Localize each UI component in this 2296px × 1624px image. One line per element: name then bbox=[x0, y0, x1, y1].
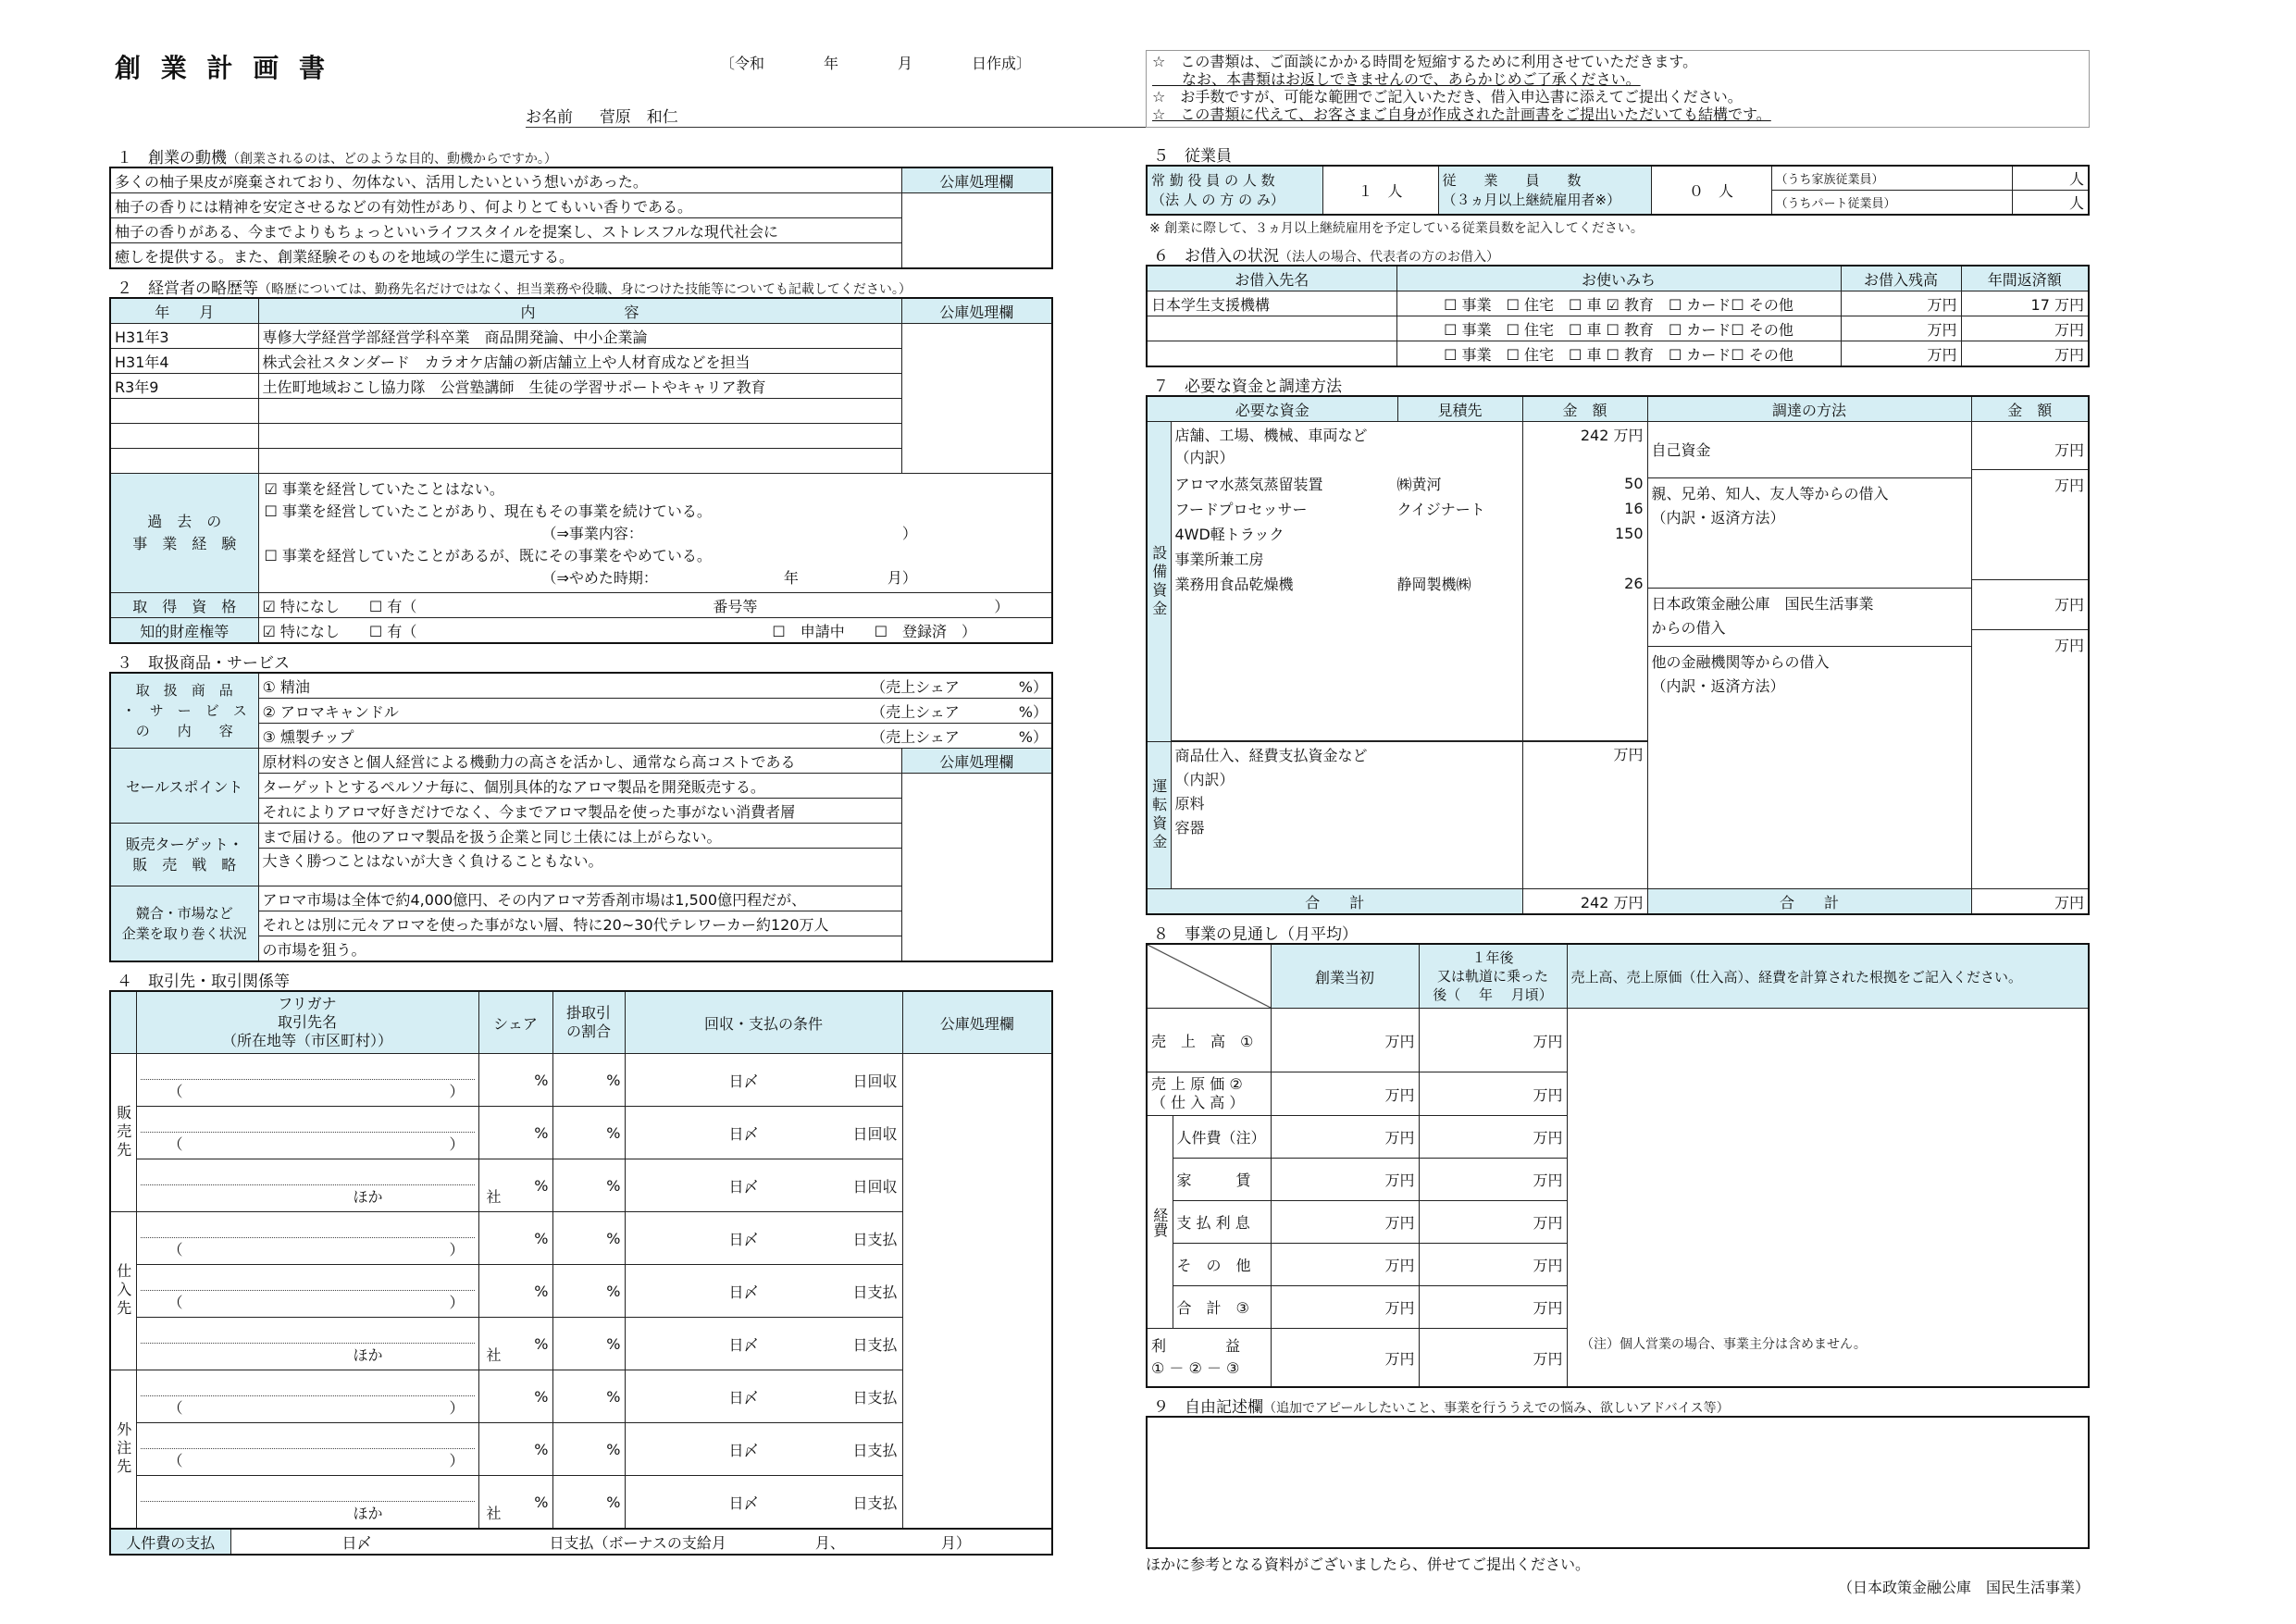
past-business-options bbox=[258, 474, 1052, 593]
operating-uchiwake: （内訳） bbox=[1174, 771, 1235, 788]
equipment-item-amounts bbox=[1527, 471, 1644, 596]
loan-balance[interactable]: 万円 bbox=[1841, 316, 1961, 341]
closing-day: 日〆 bbox=[728, 1230, 759, 1248]
profit-year[interactable]: 万円 bbox=[1419, 1329, 1567, 1388]
career-content[interactable] bbox=[258, 399, 901, 424]
trade-condition[interactable] bbox=[625, 1212, 902, 1265]
loan-repayment[interactable]: 17 万円 bbox=[1961, 291, 2089, 316]
career-date[interactable] bbox=[110, 449, 258, 474]
payment-day: 日支払 bbox=[852, 1335, 898, 1354]
kouko-cell: 公庫処理欄 bbox=[901, 749, 1052, 774]
trade-partner-name[interactable] bbox=[136, 1476, 502, 1530]
past-business-label: 過 去 の 事 業 経 験 bbox=[110, 474, 258, 593]
kouko-cell: 公庫処理欄 bbox=[901, 298, 1052, 324]
career-date[interactable]: R3年9 bbox=[110, 374, 258, 399]
goods-label: 取 扱 商 品 ・ サ ー ビ ス の 内 容 bbox=[110, 673, 258, 749]
section-7-title: ７ 必要な資金と調達方法 bbox=[1153, 378, 1342, 396]
career-date[interactable] bbox=[110, 424, 258, 449]
officer-count-label: 常 勤 役 員 の 人 数 （法 人 の 方 の み） bbox=[1147, 166, 1322, 215]
closing-day: 日〆 bbox=[728, 1494, 759, 1512]
trade-kake[interactable]: % bbox=[552, 1423, 625, 1476]
method-amount[interactable]: 万円 bbox=[1972, 470, 2088, 580]
past-opt-ended[interactable]: ☐ 事業を経営していたことがあるが、既にその事業をやめている。 bbox=[264, 547, 712, 564]
loan-table bbox=[1146, 265, 2090, 367]
market-line[interactable]: それとは別に元々アロマを使った事がない層、特に20~30代テレワーカー約120万人 bbox=[258, 911, 901, 936]
share-field: （売上シェア %） bbox=[871, 702, 1048, 721]
closing-day: 日〆 bbox=[728, 1388, 759, 1407]
col-estimate: 見積先 bbox=[1397, 396, 1522, 422]
loan-use-checks[interactable]: ☐ 事業 ☐ 住宅 ☐ 車 ☐ 教育 ☐ カード☐ その他 bbox=[1396, 316, 1841, 341]
career-content[interactable]: 専修大学経営学部経営学科卒業 商品開発論、中小企業論 bbox=[258, 324, 901, 349]
expense-start[interactable]: 万円 bbox=[1271, 1159, 1419, 1201]
col-date: 年 月 bbox=[110, 298, 258, 324]
note-line: ☆ この書類に代えて、お客さまご自身が作成された計画書をご提出いただいても結構です。 bbox=[1152, 105, 1771, 123]
section-9-title: ９ 自由記述欄（追加でアピールしたいこと、事業を行ううえでの悩み、欲しいアドバイス等） bbox=[1153, 1398, 1730, 1417]
method-amount[interactable]: 万円 bbox=[1972, 422, 2088, 470]
note-line: ☆ この書類は、ご面談にかかる時間を短縮するために利用させていただきます。 bbox=[1152, 53, 1698, 70]
equipment-amounts bbox=[1522, 422, 1647, 741]
furigana-line[interactable] bbox=[141, 1164, 475, 1185]
trade-partner-name[interactable] bbox=[136, 1370, 478, 1423]
furigana-line[interactable] bbox=[141, 1059, 475, 1080]
trade-share[interactable]: % bbox=[478, 1212, 552, 1265]
col-lender: お借入先名 bbox=[1147, 266, 1396, 291]
equipment-item-vendor: ㈱黄河 bbox=[1396, 476, 1442, 493]
goods-item: ① 精油 bbox=[262, 677, 310, 696]
equipment-item-name: フードプロセッサー bbox=[1174, 501, 1308, 518]
free-text-area[interactable] bbox=[1146, 1416, 2090, 1549]
sales-label: 売 上 高 ① bbox=[1147, 1009, 1271, 1072]
family-employee-value[interactable]: 人 bbox=[2012, 166, 2089, 191]
expense-year[interactable]: 万円 bbox=[1419, 1159, 1567, 1201]
trade-partner-name[interactable] bbox=[136, 1212, 478, 1265]
employee-table bbox=[1146, 165, 2090, 216]
corner-cell bbox=[110, 991, 136, 1054]
closing-day: 日〆 bbox=[728, 1124, 759, 1143]
target-line[interactable]: まで届ける。他のアロマ製品を扱う企業と同じ土俵には上がらない。 bbox=[258, 824, 901, 849]
equipment-item-name: 事業所兼工房 bbox=[1174, 551, 1264, 568]
trade-share[interactable]: % bbox=[478, 1054, 552, 1107]
cost-year[interactable]: 万円 bbox=[1419, 1072, 1567, 1116]
payroll-table bbox=[109, 1528, 1053, 1556]
method-amount[interactable]: 万円 bbox=[1972, 580, 2088, 630]
col-use: お使いみち bbox=[1396, 266, 1841, 291]
cost-start[interactable]: 万円 bbox=[1271, 1072, 1419, 1116]
market-label: 競合・市場など 企業を取り巻く状況 bbox=[110, 886, 258, 962]
career-content[interactable] bbox=[258, 449, 901, 474]
name-label: お名前 bbox=[526, 108, 573, 127]
motive-line[interactable]: 柚子の香りには精神を安定させるなどの有効性があり、何よりとてもいい香りである。 bbox=[110, 193, 901, 218]
operating-head: 商品仕入、経費支払資金など bbox=[1174, 747, 1368, 764]
method-family[interactable]: 親、兄弟、知人、友人等からの借入 （内訳・返済方法） bbox=[1648, 478, 1971, 589]
employee-note: ※ 創業に際して、３ヵ月以上継続雇用を予定している従業員数を記入してください。 bbox=[1149, 221, 1644, 236]
expense-year[interactable]: 万円 bbox=[1419, 1116, 1567, 1159]
partner-location[interactable]: （ ） bbox=[168, 1294, 465, 1311]
partner-location[interactable]: （ ） bbox=[168, 1241, 465, 1258]
trade-kake[interactable]: % bbox=[552, 1476, 625, 1530]
total-label: 合 計 bbox=[1147, 889, 1522, 915]
equipment-item-name: 4WD軽トラック bbox=[1174, 526, 1285, 543]
payment-day: 日回収 bbox=[852, 1124, 898, 1143]
note-line: ☆ お手数ですが、可能な範囲でご記入いただき、借入申込書に添えてご提出ください。 bbox=[1152, 88, 1743, 105]
kouko-area bbox=[901, 324, 1052, 474]
corner-diagonal bbox=[1147, 944, 1271, 1009]
col-need: 必要な資金 bbox=[1147, 396, 1397, 422]
other-count[interactable]: ほか 社 bbox=[353, 1346, 502, 1364]
trade-group-label: 仕入先 bbox=[110, 1212, 136, 1370]
trade-condition[interactable] bbox=[625, 1370, 902, 1423]
payment-day: 日支払 bbox=[852, 1441, 898, 1459]
sales-point-line[interactable]: それによりアロマ好きだけでなく、今までアロマ製品を使った事がない消費者層 bbox=[258, 799, 901, 824]
total-label-2: 合 計 bbox=[1647, 889, 1971, 915]
payment-day: 日支払 bbox=[852, 1283, 898, 1301]
furigana-line[interactable] bbox=[141, 1322, 475, 1344]
expense-total-label: 合 計 ③ bbox=[1173, 1286, 1271, 1329]
profit-label: 利 益 ① － ② － ③ bbox=[1147, 1329, 1271, 1388]
operating-item[interactable]: 容器 bbox=[1174, 819, 1205, 837]
lender-name[interactable]: 日本学生支援機構 bbox=[1147, 291, 1396, 316]
name-field[interactable] bbox=[526, 104, 1155, 128]
equipment-item[interactable] bbox=[1175, 471, 1519, 496]
kouko-cell: 公庫処理欄 bbox=[902, 991, 1052, 1054]
method-list bbox=[1647, 422, 1971, 889]
closing-day: 日〆 bbox=[728, 1335, 759, 1354]
furigana-line[interactable] bbox=[141, 1428, 475, 1449]
section-1-title: １ 創業の動機（創業されるのは、どのような目的、動機からですか。） bbox=[117, 149, 557, 167]
furigana-line[interactable] bbox=[141, 1270, 475, 1291]
section-2-title: ２ 経営者の略歴等（略歴については、勤務先名だけではなく、担当業務や役職、身につけた技能等についても記載してください。） bbox=[117, 279, 912, 298]
goods-item: ③ 燻製チップ bbox=[262, 727, 354, 746]
trade-group-label: 外注先 bbox=[110, 1370, 136, 1530]
profit-start[interactable]: 万円 bbox=[1271, 1329, 1419, 1388]
loan-balance[interactable]: 万円 bbox=[1841, 341, 1961, 367]
part-employee-label: （うちパート従業員） bbox=[1771, 191, 2012, 216]
method-amount[interactable]: 万円 bbox=[2054, 637, 2084, 654]
expense-personnel-label: 人件費（注） bbox=[1173, 1116, 1271, 1159]
expense-start[interactable]: 万円 bbox=[1271, 1201, 1419, 1244]
basis-area[interactable] bbox=[1567, 1009, 2089, 1388]
expense-year[interactable]: 万円 bbox=[1419, 1201, 1567, 1244]
target-line[interactable]: 大きく勝つことはないが大きく負けることもない。 bbox=[258, 849, 901, 886]
equipment-items bbox=[1175, 471, 1519, 596]
equipment-item-vendor: 静岡製機㈱ bbox=[1396, 576, 1471, 593]
closing-day: 日〆 bbox=[728, 1441, 759, 1459]
share-field: （売上シェア %） bbox=[871, 677, 1048, 696]
trade-kake[interactable]: % bbox=[552, 1370, 625, 1423]
equipment-item-name: アロマ水蒸気蒸留装置 bbox=[1174, 476, 1323, 493]
col-condition: 回収・支払の条件 bbox=[625, 991, 902, 1054]
equipment-item[interactable] bbox=[1175, 546, 1519, 571]
goods-row[interactable] bbox=[258, 673, 1052, 699]
equipment-item[interactable] bbox=[1175, 521, 1519, 546]
form-title: 創 業 計 画 書 bbox=[115, 53, 330, 83]
trade-kake[interactable]: % bbox=[552, 1054, 625, 1107]
trade-share[interactable]: % bbox=[478, 1159, 552, 1212]
total-value-2[interactable]: 万円 bbox=[1971, 889, 2089, 915]
kouko-area bbox=[901, 193, 1052, 269]
trade-condition[interactable] bbox=[625, 1159, 902, 1212]
method-self[interactable]: 自己資金 bbox=[1648, 422, 1971, 478]
col-amount: 金 額 bbox=[1522, 396, 1647, 422]
trade-row bbox=[110, 1054, 1052, 1107]
footer-org: （日本政策金融公庫 国民生活事業） bbox=[1837, 1579, 2090, 1596]
motive-line[interactable]: 多くの柚子果皮が廃棄されており、勿体ない、活用したいという想いがあった。 bbox=[110, 167, 901, 193]
method-other-bank[interactable]: 他の金融機関等からの借入 （内訳・返済方法） bbox=[1651, 653, 1830, 695]
furigana-label: フリガナ bbox=[278, 995, 337, 1012]
total-value[interactable]: 242 万円 bbox=[1522, 889, 1647, 915]
motive-line[interactable]: 癒しを提供する。また、創業経験そのものを地域の学生に還元する。 bbox=[110, 243, 901, 269]
equipment-list bbox=[1171, 422, 1522, 741]
target-label: 販売ターゲット・ 販 売 戦 略 bbox=[110, 824, 258, 886]
closing-day: 日〆 bbox=[728, 1283, 759, 1301]
payment-day: 日支払 bbox=[852, 1388, 898, 1407]
qualification-label: 取 得 資 格 bbox=[110, 593, 258, 618]
expense-start[interactable]: 万円 bbox=[1271, 1116, 1419, 1159]
kouko-cell: 公庫処理欄 bbox=[901, 167, 1052, 193]
furigana-line[interactable] bbox=[141, 1481, 475, 1502]
other-count[interactable]: ほか 社 bbox=[353, 1505, 502, 1522]
trade-share[interactable]: % bbox=[478, 1370, 552, 1423]
loan-use-checks[interactable]: ☐ 事業 ☐ 住宅 ☐ 車 ☑ 教育 ☐ カード☐ その他 bbox=[1396, 291, 1841, 316]
trade-kake[interactable]: % bbox=[552, 1318, 625, 1370]
trade-condition[interactable] bbox=[625, 1423, 902, 1476]
footer-note: ほかに参考となる資料がございましたら、併せてご提出ください。 bbox=[1146, 1556, 1591, 1573]
trade-condition[interactable] bbox=[625, 1476, 902, 1530]
trade-share[interactable]: % bbox=[478, 1476, 552, 1530]
partner-location[interactable]: （ ） bbox=[168, 1452, 465, 1469]
trade-kake[interactable]: % bbox=[552, 1107, 625, 1159]
notes-box bbox=[1146, 50, 2090, 128]
forecast-note: （注）個人営業の場合、事業主分は含めません。 bbox=[1581, 1337, 1867, 1352]
col-method: 調達の方法 bbox=[1647, 396, 1971, 422]
lender-name[interactable] bbox=[1147, 316, 1396, 341]
trade-partner-name[interactable] bbox=[136, 1159, 502, 1212]
trade-share[interactable]: % bbox=[478, 1318, 552, 1370]
col-one-year: １年後 又は軌道に乗った 後（ 年 月頃） bbox=[1419, 944, 1567, 1009]
trade-condition[interactable] bbox=[625, 1265, 902, 1318]
ip-label: 知的財産権等 bbox=[110, 618, 258, 644]
forecast-table bbox=[1146, 943, 2090, 1388]
lender-name[interactable] bbox=[1147, 341, 1396, 367]
family-employee-label: （うち家族従業員） bbox=[1771, 166, 2012, 191]
method-amounts bbox=[1971, 422, 2089, 889]
col-kake: 掛取引 の割合 bbox=[552, 991, 625, 1054]
equipment-item-vendor: クイジナート bbox=[1396, 501, 1485, 518]
equipment-item-amount[interactable]: 150 bbox=[1614, 525, 1644, 542]
equipment-uchiwake: （内訳） bbox=[1174, 449, 1235, 466]
name-value: 菅原 和仁 bbox=[599, 108, 678, 127]
expense-label: 経費 bbox=[1147, 1116, 1173, 1329]
loan-balance[interactable]: 万円 bbox=[1841, 291, 1961, 316]
expense-year[interactable]: 万円 bbox=[1419, 1286, 1567, 1329]
expense-rent-label: 家 賃 bbox=[1173, 1159, 1271, 1201]
operating-item[interactable]: 原料 bbox=[1174, 795, 1205, 812]
goods-row[interactable] bbox=[258, 724, 1052, 749]
equipment-fund-label: 設備資金 bbox=[1147, 422, 1171, 742]
furigana-line[interactable] bbox=[141, 1111, 475, 1133]
employee-count-value[interactable]: ０ 人 bbox=[1651, 166, 1771, 215]
sales-point-label: セールスポイント bbox=[110, 749, 258, 824]
sales-year[interactable]: 万円 bbox=[1419, 1009, 1567, 1072]
closing-day: 日〆 bbox=[728, 1072, 759, 1090]
trade-partner-name[interactable] bbox=[136, 1054, 478, 1107]
trade-condition[interactable] bbox=[625, 1107, 902, 1159]
qualification-value[interactable]: ☑ 特になし ☐ 有（ 番号等 ） bbox=[258, 593, 1052, 618]
trade-group-label: 販売先 bbox=[110, 1054, 136, 1212]
funding-table bbox=[1146, 395, 2090, 915]
left-page bbox=[109, 0, 1053, 1556]
share-field: （売上シェア %） bbox=[871, 727, 1048, 746]
date-field[interactable]: 〔令和 年 月 日作成〕 bbox=[720, 55, 1032, 72]
trade-share[interactable]: % bbox=[478, 1107, 552, 1159]
section-5-title: ５ 従業員 bbox=[1153, 147, 1232, 166]
loan-repayment[interactable]: 万円 bbox=[1961, 316, 2089, 341]
section-8-title: ８ 事業の見通し（月平均） bbox=[1153, 925, 1358, 944]
cost-label: 売 上 原 価 ② （ 仕 入 高 ） bbox=[1147, 1072, 1271, 1116]
operating-fund-label: 運転資金 bbox=[1147, 742, 1171, 889]
trade-partner-name[interactable] bbox=[136, 1265, 478, 1318]
payment-day: 日回収 bbox=[852, 1072, 898, 1090]
expense-other-label: そ の 他 bbox=[1173, 1244, 1271, 1286]
career-date[interactable]: H31年4 bbox=[110, 349, 258, 374]
career-date[interactable] bbox=[110, 399, 258, 424]
products-table bbox=[109, 672, 1053, 962]
kouko-area bbox=[901, 774, 1052, 962]
operating-amount[interactable]: 万円 bbox=[1522, 742, 1647, 889]
col-partner-name: フリガナ 取引先名 （所在地等（市区町村）） bbox=[136, 991, 478, 1054]
equipment-item[interactable] bbox=[1175, 496, 1519, 521]
payment-day: 日回収 bbox=[852, 1177, 898, 1196]
trade-condition[interactable] bbox=[625, 1054, 902, 1107]
closing-day: 日〆 bbox=[728, 1177, 759, 1196]
payment-day: 日支払 bbox=[852, 1494, 898, 1512]
partner-location[interactable]: （ ） bbox=[168, 1083, 465, 1100]
expense-interest-label: 支 払 利 息 bbox=[1173, 1201, 1271, 1244]
col-start: 創業当初 bbox=[1271, 944, 1419, 1009]
part-employee-value[interactable]: 人 bbox=[2012, 191, 2089, 216]
operating-list bbox=[1171, 742, 1522, 889]
equipment-item-amount[interactable] bbox=[1527, 546, 1644, 571]
sales-start[interactable]: 万円 bbox=[1271, 1009, 1419, 1072]
trade-share[interactable]: % bbox=[478, 1265, 552, 1318]
furigana-line[interactable] bbox=[141, 1217, 475, 1238]
note-line: なお、本書類はお返しできませんので、あらかじめご了承ください。 bbox=[1152, 70, 1641, 88]
trade-partner-name[interactable] bbox=[136, 1107, 478, 1159]
goods-item: ② アロマキャンドル bbox=[262, 702, 399, 721]
kouko-area bbox=[902, 1054, 1052, 1530]
market-line[interactable]: アロマ市場は全体で約4,000億円、その内アロマ芳香剤市場は1,500億円程だが、 bbox=[258, 886, 901, 911]
col-amount2: 金 額 bbox=[1971, 396, 2089, 422]
right-page bbox=[1146, 0, 2090, 1597]
goods-row[interactable] bbox=[258, 699, 1052, 724]
form-header bbox=[109, 0, 1053, 127]
trade-table bbox=[109, 990, 1053, 1530]
section-4-title: ４ 取引先・取引関係等 bbox=[117, 973, 290, 991]
equipment-item-amount[interactable]: 16 bbox=[1624, 500, 1644, 517]
equipment-head: 店舗、工場、機械、車両など bbox=[1174, 427, 1368, 444]
past-opt-none[interactable]: ☑ 事業を経営していたことはない。 bbox=[264, 480, 504, 498]
furigana-line[interactable] bbox=[141, 1375, 475, 1396]
sales-point-line[interactable]: 原材料の安さと個人経営による機動力の高さを活かし、通常なら高コストである bbox=[258, 749, 901, 774]
past-ended-date[interactable]: （⇒やめた時期： 年 月） bbox=[541, 569, 917, 587]
equipment-item[interactable] bbox=[1175, 571, 1519, 596]
equipment-item-amount[interactable]: 50 bbox=[1624, 475, 1644, 492]
trade-partner-name[interactable] bbox=[136, 1318, 502, 1370]
col-repayment: 年間返済額 bbox=[1961, 266, 2089, 291]
loan-repayment[interactable]: 万円 bbox=[1961, 341, 2089, 367]
trade-partner-name[interactable] bbox=[136, 1423, 478, 1476]
officer-count-value[interactable]: １ 人 bbox=[1322, 166, 1438, 215]
ip-value[interactable]: ☑ 特になし ☐ 有（ ☐ 申請中 ☐ 登録済 ） bbox=[258, 618, 1052, 644]
section-6-title: ６ お借入の状況（法人の場合、代表者の方のお借入） bbox=[1153, 247, 1499, 266]
other-count[interactable]: ほか 社 bbox=[353, 1188, 502, 1206]
col-basis: 売上高、売上原価（仕入高）、経費を計算された根拠をご記入ください。 bbox=[1567, 944, 2089, 1009]
partner-location[interactable]: （ ） bbox=[168, 1399, 465, 1417]
col-share: シェア bbox=[478, 991, 552, 1054]
past-opt-continuing[interactable]: ☐ 事業を経営していたことがあり、現在もその事業を続けている。 bbox=[264, 502, 712, 520]
method-jfc[interactable]: 日本政策金融公庫 国民生活事業 からの借入 bbox=[1648, 589, 1971, 647]
expense-year[interactable]: 万円 bbox=[1419, 1244, 1567, 1286]
career-table bbox=[109, 297, 1053, 644]
equipment-item-amount[interactable]: 26 bbox=[1624, 575, 1644, 592]
trade-condition[interactable] bbox=[625, 1318, 902, 1370]
col-balance: お借入残高 bbox=[1841, 266, 1961, 291]
payroll-value[interactable]: 日〆 日支払（ボーナスの支給月 月、 月） bbox=[230, 1529, 1052, 1555]
col-content: 内 容 bbox=[258, 298, 901, 324]
expense-start[interactable]: 万円 bbox=[1271, 1244, 1419, 1286]
trade-kake[interactable]: % bbox=[552, 1265, 625, 1318]
career-content[interactable]: 土佐町地域おこし協力隊 公営塾講師 生徒の学習サポートやキャリア教育 bbox=[258, 374, 901, 399]
market-line[interactable]: の市場を狙う。 bbox=[258, 936, 901, 962]
past-business-detail[interactable]: （⇒事業内容： ） bbox=[541, 525, 917, 542]
career-content[interactable] bbox=[258, 424, 901, 449]
employee-count-label: 従 業 員 数 （３ヵ月以上継続雇用者※） bbox=[1438, 166, 1651, 215]
sales-point-line[interactable]: ターゲットとするペルソナ毎に、個別具体的なアロマ製品を開発販売する。 bbox=[258, 774, 901, 799]
equipment-total[interactable]: 242 万円 bbox=[1580, 427, 1644, 444]
expense-start[interactable]: 万円 bbox=[1271, 1286, 1419, 1329]
partner-location[interactable]: （ ） bbox=[168, 1135, 465, 1153]
motive-table bbox=[109, 167, 1053, 269]
trade-share[interactable]: % bbox=[478, 1423, 552, 1476]
trade-kake[interactable]: % bbox=[552, 1212, 625, 1265]
loan-use-checks[interactable]: ☐ 事業 ☐ 住宅 ☐ 車 ☐ 教育 ☐ カード☐ その他 bbox=[1396, 341, 1841, 367]
trade-kake[interactable]: % bbox=[552, 1159, 625, 1212]
career-content[interactable]: 株式会社スタンダード カラオケ店舗の新店舗立上や人材育成などを担当 bbox=[258, 349, 901, 374]
payment-day: 日支払 bbox=[852, 1230, 898, 1248]
equipment-item-name: 業務用食品乾燥機 bbox=[1174, 576, 1294, 593]
section-3-title: ３ 取扱商品・サービス bbox=[117, 654, 290, 673]
payroll-label: 人件費の支払 bbox=[110, 1529, 230, 1555]
career-date[interactable]: H31年3 bbox=[110, 324, 258, 349]
motive-line[interactable]: 柚子の香りがある、今までよりもちょっといいライフスタイルを提案し、ストレスフルな現代社会に bbox=[110, 218, 901, 243]
